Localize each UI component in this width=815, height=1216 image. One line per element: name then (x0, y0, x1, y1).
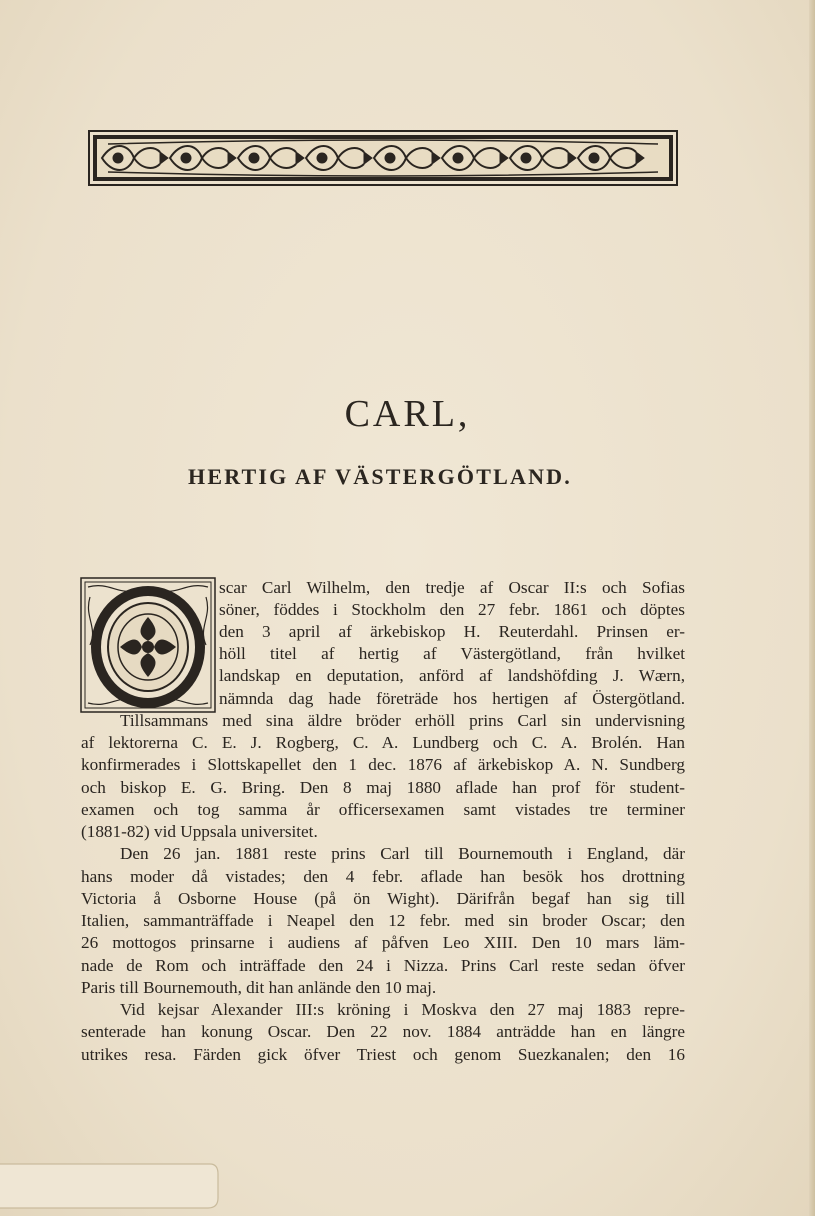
page-edge (809, 0, 815, 1216)
text-line-15: Victoria å Osborne House (på ön Wight). Därifrån begaf han sig till (81, 889, 685, 908)
text-line-18: nade de Rom och inträffade den 24 i Nizza. Prins Carl reste sedan öfver (81, 956, 685, 975)
text-line-5: landskap en deputation, anförd af landshöfding J. Wærn, (219, 666, 685, 685)
text-line-11: examen och tog samma år officersexamen samt vistades tre terminer (81, 800, 685, 819)
text-line-6: nämnda dag hade företräde hos hertigen af Östergötland. (219, 689, 685, 708)
text-line-1: scar Carl Wilhelm, den tredje af Oscar II:s och Sofias (219, 578, 685, 597)
text-line-19: Paris till Bournemouth, dit han anlände den 10 maj. (81, 978, 437, 997)
page-subtitle: HERTIG AF VÄSTERGÖTLAND. (188, 464, 572, 489)
text-line-13: Den 26 jan. 1881 reste prins Carl till Bournemouth i England, där (120, 844, 685, 863)
text-line-3: den 3 april af ärkebiskop H. Reuterdahl. Prinsen er- (219, 622, 685, 641)
text-line-14: hans moder då vistades; den 4 febr. aflade han besök hos drottning (81, 867, 685, 886)
text-line-8: af lektorerna C. E. J. Rogberg, C. A. Lundberg och C. A. Brolén. Han (81, 733, 685, 752)
page-corner-mark (0, 1160, 222, 1212)
text-line-17: 26 mottogos prinsarne i audiens af påfven Leo XIII. Den 10 mars läm- (81, 933, 685, 952)
drop-cap-ornament (80, 577, 216, 713)
text-line-22: utrikes resa. Färden gick öfver Triest och genom Suezkanalen; den 16 (81, 1045, 685, 1064)
text-line-10: och biskop E. G. Bring. Den 8 maj 1880 aflade han prof för student- (81, 778, 685, 797)
text-line-2: söner, föddes i Stockholm den 27 febr. 1861 och döptes (219, 600, 685, 619)
page-title: CARL, (344, 393, 471, 435)
text-line-12: (1881-82) vid Uppsala universitet. (81, 822, 318, 841)
text-line-4: höll titel af hertig af Västergötland, från hvilket (219, 644, 685, 663)
text-line-21: senterade han konung Oscar. Den 22 nov. 1884 anträdde han en längre (81, 1022, 685, 1041)
ornamental-header-banner (88, 130, 678, 186)
text-line-20: Vid kejsar Alexander III:s kröning i Moskva den 27 maj 1883 repre- (120, 1000, 685, 1019)
text-line-16: Italien, sammanträffade i Neapel den 12 febr. med sin broder Oscar; den (81, 911, 685, 930)
text-line-9: konfirmerades i Slottskapellet den 1 dec. 1876 af ärkebiskop A. N. Sundberg (81, 755, 685, 774)
text-line-7: Tillsammans med sina äldre bröder erhöll prins Carl sin undervisning (120, 711, 685, 730)
